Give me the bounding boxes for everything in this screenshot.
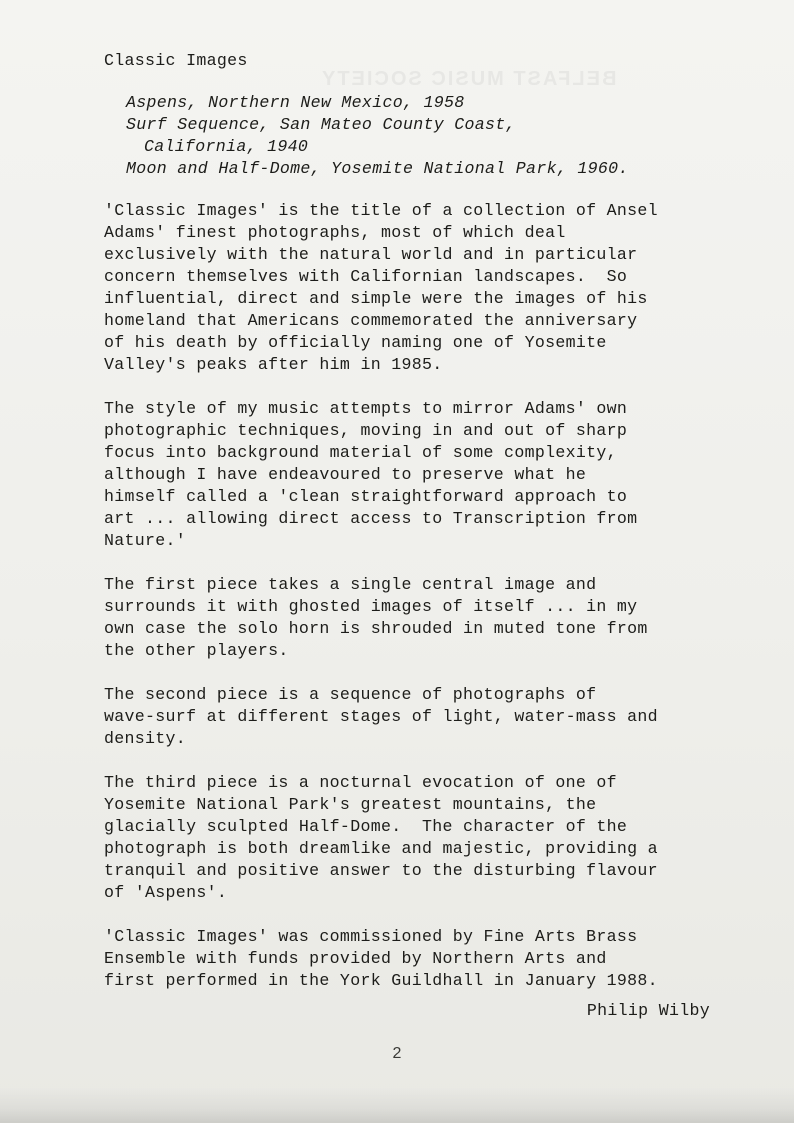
paragraph-line: although I have endeavoured to preserve what he [104,465,587,484]
paragraph-line: surrounds it with ghosted images of itself ... in my [104,597,638,616]
paragraph-line: Adams' finest photographs, most of which deal [104,223,566,242]
paragraph-line: art ... allowing direct access to Transcription from [104,509,638,528]
paragraph-line: the other players. [104,641,289,660]
paragraph-musical-style [104,398,724,552]
paragraph-line: himself called a 'clean straightforward approach to [104,487,628,506]
works-list [126,92,724,180]
paragraph-line: Yosemite National Park's greatest mountains, the [104,795,597,814]
paragraph-line: wave-surf at different stages of light, water-mass and [104,707,658,726]
paragraph-line: first performed in the York Guildhall in January 1988. [104,971,658,990]
paragraph-first-piece [104,574,724,662]
work-title: Aspens, Northern New Mexico, 1958 [126,93,465,112]
author-signature: Philip Wilby [586,1001,710,1020]
paragraph-line: own case the solo horn is shrouded in muted tone from [104,619,648,638]
paragraph-line: concern themselves with Californian landscapes. So [104,267,628,286]
paragraph-line: 'Classic Images' was commissioned by Fine Arts Brass [104,927,638,946]
paragraph-line: photographic techniques, moving in and out of sharp [104,421,628,440]
paragraph-line: exclusively with the natural world and in particular [104,245,638,264]
paragraph-line: Nature.' [104,531,187,550]
paragraph-line: focus into background material of some complexity, [104,443,617,462]
document-title: Classic Images [104,51,248,70]
page-bottom-shadow [0,1087,794,1123]
paragraph-line: The third piece is a nocturnal evocation of one of [104,773,617,792]
paragraph-line: tranquil and positive answer to the disturbing flavour [104,861,658,880]
paragraph-line: density. [104,729,187,748]
page-number: 2 [392,1045,402,1062]
paragraph-line: of 'Aspens'. [104,883,228,902]
paragraph-line: The first piece takes a single central image and [104,575,597,594]
work-title: Surf Sequence, San Mateo County Coast, [126,115,516,134]
work-title-continuation: California, 1940 [144,137,309,156]
show-through-text: BELFAST MUSIC SOCIETY [320,68,617,90]
paragraph-second-piece [104,684,724,750]
document-body [104,50,724,1022]
work-title: Moon and Half-Dome, Yosemite National Park, 1960. [126,159,629,178]
paragraph-line: photograph is both dreamlike and majestic, providing a [104,839,658,858]
paragraph-line: homeland that Americans commemorated the anniversary [104,311,638,330]
paragraph-line: of his death by officially naming one of Yosemite [104,333,607,352]
paragraph-line: The style of my music attempts to mirror Adams' own [104,399,628,418]
paragraph-line: glacially sculpted Half-Dome. The character of the [104,817,628,836]
paragraph-collection-intro [104,200,724,376]
paragraph-commission [104,926,724,992]
paragraph-line: Ensemble with funds provided by Northern Arts and [104,949,607,968]
paragraph-line: influential, direct and simple were the images of his [104,289,648,308]
paragraph-third-piece [104,772,724,904]
paragraph-line: 'Classic Images' is the title of a collection of Ansel [104,201,658,220]
paragraph-line: The second piece is a sequence of photographs of [104,685,597,704]
paragraph-line: Valley's peaks after him in 1985. [104,355,443,374]
